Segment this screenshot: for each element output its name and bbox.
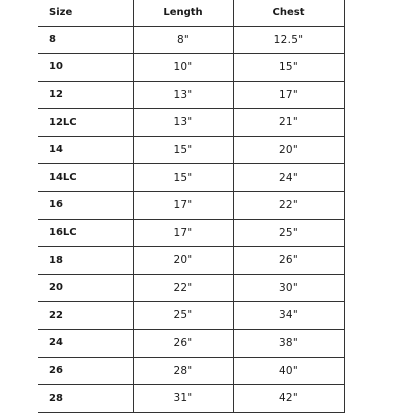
table-row <box>38 136 344 164</box>
length-cell: 13" <box>133 109 233 137</box>
length-cell: 26" <box>133 330 233 358</box>
chest-cell: 34" <box>233 302 344 330</box>
length-cell: 28" <box>133 357 233 385</box>
length-cell: 8" <box>133 26 233 54</box>
chest-cell: 20" <box>233 136 344 164</box>
size-cell: 12 <box>38 81 133 109</box>
length-cell: 15" <box>133 164 233 192</box>
header-size: Size <box>38 0 133 26</box>
table-body <box>38 26 344 413</box>
chest-cell: 12.5" <box>233 26 344 54</box>
length-cell: 15" <box>133 136 233 164</box>
size-cell: 16LC <box>38 219 133 247</box>
size-cell: 18 <box>38 247 133 275</box>
header-chest: Chest <box>233 0 344 26</box>
table-row <box>38 164 344 192</box>
chest-cell: 17" <box>233 81 344 109</box>
table-row <box>38 192 344 220</box>
table-row <box>38 81 344 109</box>
size-cell: 10 <box>38 54 133 82</box>
size-cell: 12LC <box>38 109 133 137</box>
size-cell: 22 <box>38 302 133 330</box>
table-row <box>38 26 344 54</box>
chest-cell: 26" <box>233 247 344 275</box>
table-row <box>38 302 344 330</box>
chest-cell: 21" <box>233 109 344 137</box>
size-cell: 14LC <box>38 164 133 192</box>
table-row <box>38 219 344 247</box>
chest-cell: 25" <box>233 219 344 247</box>
size-cell: 24 <box>38 330 133 358</box>
header-row <box>38 0 344 26</box>
length-cell: 31" <box>133 385 233 413</box>
table-row <box>38 357 344 385</box>
table-row <box>38 330 344 358</box>
chest-cell: 22" <box>233 192 344 220</box>
table-row <box>38 109 344 137</box>
size-cell: 8 <box>38 26 133 54</box>
length-cell: 17" <box>133 219 233 247</box>
chest-cell: 30" <box>233 274 344 302</box>
length-cell: 10" <box>133 54 233 82</box>
table-row <box>38 247 344 275</box>
header-length: Length <box>133 0 233 26</box>
table-row <box>38 385 344 413</box>
size-chart-table <box>38 0 345 413</box>
size-cell: 20 <box>38 274 133 302</box>
length-cell: 13" <box>133 81 233 109</box>
chest-cell: 40" <box>233 357 344 385</box>
length-cell: 17" <box>133 192 233 220</box>
chest-cell: 24" <box>233 164 344 192</box>
size-cell: 28 <box>38 385 133 413</box>
size-cell: 14 <box>38 136 133 164</box>
length-cell: 22" <box>133 274 233 302</box>
length-cell: 20" <box>133 247 233 275</box>
table-row <box>38 54 344 82</box>
table-row <box>38 274 344 302</box>
chest-cell: 42" <box>233 385 344 413</box>
chest-cell: 15" <box>233 54 344 82</box>
length-cell: 25" <box>133 302 233 330</box>
size-cell: 16 <box>38 192 133 220</box>
size-cell: 26 <box>38 357 133 385</box>
chest-cell: 38" <box>233 330 344 358</box>
